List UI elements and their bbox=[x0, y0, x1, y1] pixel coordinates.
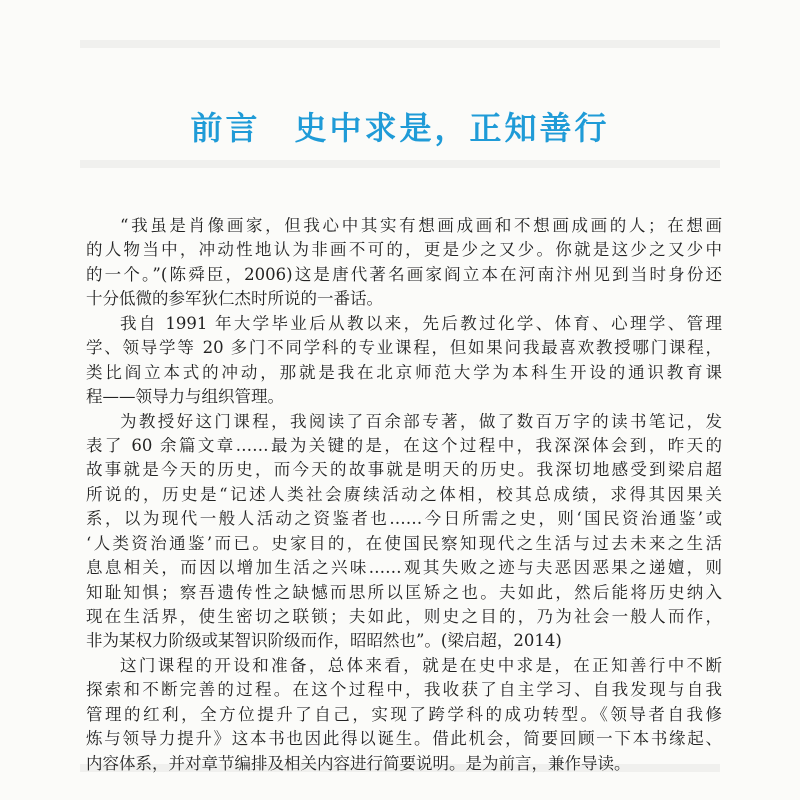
text-line: 为教授好这门课程，我阅读了百余部专著，做了数百万字的读书笔记，发 bbox=[120, 411, 722, 431]
page-title bbox=[0, 103, 800, 149]
paragraph bbox=[86, 654, 722, 776]
bleed-through-text bbox=[80, 160, 720, 168]
text-line: 这门课程的开设和准备，总体来看，就是在史中求是，在正知善行中不断 bbox=[120, 655, 722, 675]
text-line: 学、领导学等 20 多门不同学科的专业课程，但如果问我最喜欢教授哪门课程， bbox=[86, 338, 722, 358]
text-line: 所说的，历史是“记述人类社会赓续活动之体相，校其总成绩，求得其因果关 bbox=[86, 484, 722, 504]
paragraph bbox=[86, 410, 722, 654]
body-text bbox=[86, 214, 722, 776]
text-line: 的一个。”(陈舜臣，2006)这是唐代著名画家阎立本在河南汴州见到当时身份还 bbox=[86, 264, 722, 284]
text-line: “我虽是肖像画家，但我心中其实有想画成画和不想画成画的人；在想画 bbox=[120, 216, 722, 235]
title-preface: 前言 bbox=[190, 109, 261, 148]
text-line: 类比阎立本式的冲动，那就是我在北京师范大学为本科生开设的通识教育课 bbox=[86, 362, 722, 382]
text-line: 系，以为现代一般人活动之资鉴者也……今日所需之史，则‘国民资治通鉴’或 bbox=[86, 509, 722, 529]
paragraph bbox=[86, 214, 722, 312]
text-line: 管理的红利，全方位提升了自己，实现了跨学科的成功转型。《领导者自我修 bbox=[86, 704, 722, 724]
text-line: 知耻知惧；察吾遗传性之缺憾而思所以匡矫之也。夫如此，然后能将历史纳入 bbox=[86, 582, 722, 602]
text-line: 十分低微的参军狄仁杰时所说的一番话。 bbox=[86, 289, 383, 309]
text-line: 现在生活界，使生密切之联锁；夫如此，则史之目的，乃为社会一般人而作， bbox=[86, 607, 722, 626]
text-line: 探索和不断完善的过程。在这个过程中，我收获了自主学习、自我发现与自我 bbox=[86, 680, 722, 700]
text-line: 的人物当中，冲动性地认为非画不可的，更是少之又少。你就是这少之又少中 bbox=[86, 240, 722, 260]
text-line: 我自 1991 年大学毕业后从教以来，先后教过化学、体育、心理学、管理 bbox=[120, 313, 722, 333]
text-line: 故事就是今天的历史，而今天的故事就是明天的历史。我深切地感受到梁启超 bbox=[86, 460, 722, 480]
title-subtitle: 史中求是，正知善行 bbox=[294, 109, 610, 148]
text-line: ‘人类资治通鉴’而已。史家目的，在使国民察知现代之生活与过去未来之生活 bbox=[86, 533, 722, 553]
paragraph bbox=[86, 312, 722, 410]
text-line: 内容体系，并对章节编排及相关内容进行简要说明。是为前言，兼作导读。 bbox=[86, 753, 631, 773]
text-line: 息息相关，而因以增加生活之兴味……观其失败之迹与夫恶因恶果之递嬗，则 bbox=[86, 558, 722, 578]
text-line: 炼与领导力提升》这本书也因此得以诞生。借此机会，简要回顾一下本书缘起、 bbox=[86, 729, 722, 749]
text-line: 表了 60 余篇文章……最为关键的是，在这个过程中，我深深体会到，昨天的 bbox=[86, 435, 722, 455]
bleed-through-text bbox=[80, 40, 720, 48]
text-line: 程——领导力与组织管理。 bbox=[86, 387, 284, 407]
text-line: 非为某权力阶级或某智识阶级而作，昭昭然也”。(梁启超，2014) bbox=[86, 631, 562, 651]
